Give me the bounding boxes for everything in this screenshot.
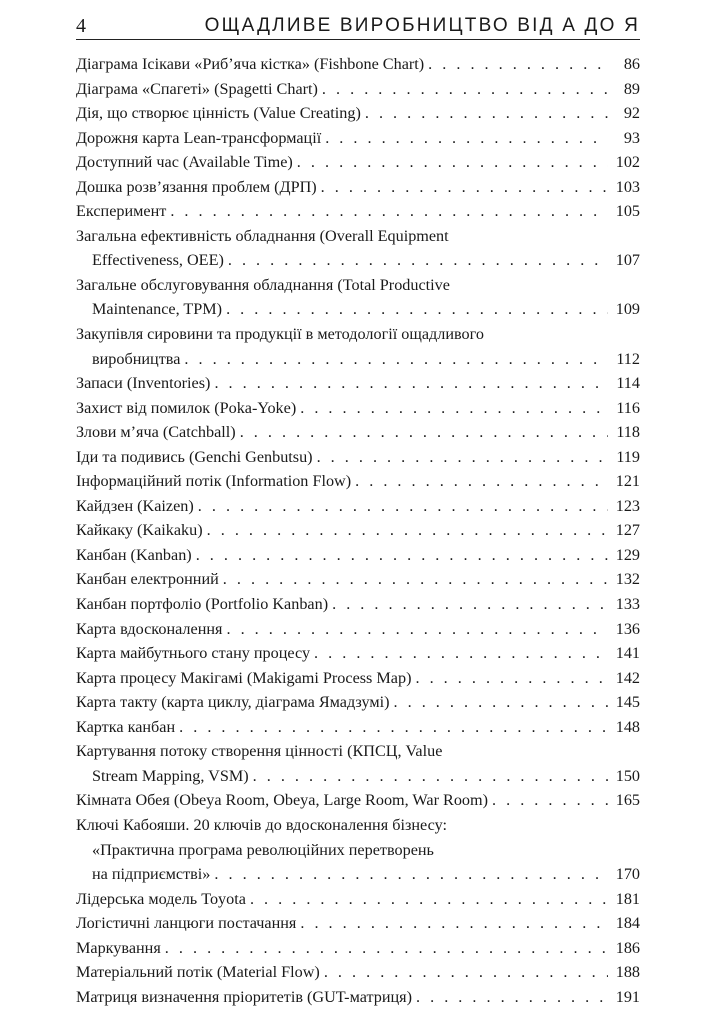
dot-leader (226, 617, 608, 642)
toc-page-number: 105 (615, 202, 640, 221)
toc-entry-title: Дія, що створює цінність (Value Creating) (76, 104, 361, 123)
dot-leader (196, 543, 608, 568)
dot-leader (250, 887, 608, 912)
toc-page-number: 112 (616, 349, 640, 368)
toc-entry (76, 911, 640, 936)
toc-page-number: 92 (623, 104, 640, 123)
toc-entry-line (76, 273, 640, 298)
toc-entry-line (76, 77, 640, 102)
toc-entry (76, 666, 640, 691)
toc-page-number: 165 (615, 791, 640, 810)
toc-entry-line (76, 518, 640, 543)
toc-entry (76, 617, 640, 642)
toc-entry-line (76, 420, 640, 445)
toc-entry (76, 494, 640, 519)
toc-entry (76, 126, 640, 151)
toc-entry-line (76, 175, 640, 200)
toc-page-number: 148 (615, 717, 640, 736)
toc-entry-line (76, 52, 640, 77)
toc-entry-line (76, 641, 640, 666)
toc-entry-line (76, 494, 640, 519)
toc-entry-line (76, 199, 640, 224)
toc-page-number: 136 (615, 619, 640, 638)
toc-page-number: 118 (616, 423, 640, 442)
toc-entry-line (76, 371, 640, 396)
dot-leader (300, 396, 608, 421)
dot-leader (170, 199, 608, 224)
toc-entry-line (76, 813, 640, 838)
toc-entry-title: Дорожня карта Lean-трансформації (76, 128, 322, 147)
toc-entry-title: Кайкаку (Kaikaku) (76, 521, 203, 540)
toc-entry-title: Закупівля сировини та продукції в методології ощадливого (76, 325, 484, 344)
toc-page-number: 89 (623, 79, 640, 98)
page-number: 4 (76, 15, 86, 37)
toc-entry (76, 77, 640, 102)
toc-entry-title: Кайдзен (Kaizen) (76, 496, 194, 515)
toc-page-number: 93 (623, 128, 640, 147)
toc-entry (76, 101, 640, 126)
toc-entry-title: «Практична програма революційних перетворень (92, 840, 434, 859)
toc-page-number: 129 (615, 545, 640, 564)
toc-entry-line (76, 764, 640, 789)
toc-entry (76, 813, 640, 887)
dot-leader (214, 371, 608, 396)
toc-entry (76, 985, 640, 1009)
dot-leader (324, 960, 608, 985)
toc-entry-line (76, 101, 640, 126)
toc-entry-title: Лідерська модель Toyota (76, 889, 246, 908)
toc-entry (76, 690, 640, 715)
toc-entry (76, 788, 640, 813)
table-of-contents (76, 52, 640, 1009)
toc-entry-title: Stream Mapping, VSM) (92, 766, 249, 785)
toc-entry-title: Ключі Кабояши. 20 ключів до вдосконалення бізнесу: (76, 815, 447, 834)
toc-entry-line (76, 715, 640, 740)
toc-page-number: 184 (615, 914, 640, 933)
dot-leader (240, 420, 608, 445)
toc-entry (76, 199, 640, 224)
toc-entry (76, 224, 640, 273)
dot-leader (321, 175, 608, 200)
toc-entry-line (76, 347, 640, 372)
toc-entry-title: Канбан портфоліо (Portfolio Kanban) (76, 595, 329, 614)
toc-entry (76, 445, 640, 470)
toc-entry-line (76, 788, 640, 813)
toc-entry-line (76, 396, 640, 421)
toc-page-number: 107 (615, 251, 640, 270)
toc-entry-line (76, 887, 640, 912)
toc-entry-title: Карта вдосконалення (76, 619, 223, 638)
toc-entry-line (76, 297, 640, 322)
toc-entry (76, 396, 640, 421)
toc-entry (76, 52, 640, 77)
toc-entry-line (76, 739, 640, 764)
toc-entry-title: Експеримент (76, 202, 167, 221)
toc-page-number: 145 (615, 693, 640, 712)
toc-page-number: 186 (615, 938, 640, 957)
toc-page-number: 142 (615, 668, 640, 687)
dot-leader (322, 77, 608, 102)
toc-entry (76, 592, 640, 617)
toc-entry-title: Діаграма «Спагеті» (Spagetti Chart) (76, 79, 318, 98)
toc-entry-title: Діаграма Ісікави «Риб’яча кістка» (Fishbone Chart) (76, 55, 425, 73)
toc-entry-line (76, 567, 640, 592)
toc-entry (76, 960, 640, 985)
toc-entry (76, 150, 640, 175)
toc-entry-title: Effectiveness, OEE) (92, 251, 224, 270)
toc-entry-line (76, 617, 640, 642)
dot-leader (415, 666, 608, 691)
dot-leader (198, 494, 608, 519)
toc-entry-title: Інформаційний потік (Information Flow) (76, 472, 352, 491)
toc-entry (76, 273, 640, 322)
dot-leader (165, 936, 608, 961)
toc-entry-title: Запаси (Inventories) (76, 374, 211, 393)
toc-entry-line (76, 592, 640, 617)
toc-entry (76, 936, 640, 961)
toc-entry-title: Маркування (76, 938, 161, 957)
toc-entry (76, 641, 640, 666)
dot-leader (253, 764, 608, 789)
toc-entry-title: Іди та подивись (Genchi Genbutsu) (76, 447, 313, 466)
toc-entry-title: Логістичні ланцюги постачання (76, 914, 297, 933)
toc-entry-line (76, 469, 640, 494)
toc-entry-title: Загальне обслуговування обладнання (Total Productive (76, 275, 450, 294)
toc-page-number: 170 (615, 865, 640, 884)
toc-entry-title: Злови м’яча (Catchball) (76, 423, 236, 442)
toc-page-number: 133 (615, 595, 640, 614)
dot-leader (226, 297, 608, 322)
toc-entry-title: Канбан (Kanban) (76, 545, 192, 564)
toc-entry (76, 469, 640, 494)
toc-entry (76, 371, 640, 396)
dot-leader (492, 788, 608, 813)
toc-entry-line (76, 150, 640, 175)
dot-leader (297, 150, 608, 175)
toc-entry (76, 715, 640, 740)
dot-leader (228, 248, 608, 273)
toc-entry (76, 420, 640, 445)
dot-leader (314, 641, 608, 666)
dot-leader (355, 469, 608, 494)
toc-entry-title: Картка канбан (76, 717, 176, 736)
toc-page-number: 123 (615, 496, 640, 515)
running-title: ОЩАДЛИВЕ ВИРОБНИЦТВО ВІД А ДО Я (204, 15, 640, 36)
dot-leader (365, 101, 608, 126)
toc-entry-title: Кімната Обея (Obeya Room, Obeya, Large Room, War Room) (76, 791, 488, 810)
toc-entry-line (76, 690, 640, 715)
dot-leader (207, 518, 608, 543)
toc-entry-title: Дошка розв’язання проблем (ДРП) (76, 177, 317, 196)
toc-entry (76, 887, 640, 912)
dot-leader (223, 567, 608, 592)
dot-leader (300, 911, 608, 936)
toc-entry-title: Доступний час (Available Time) (76, 153, 293, 172)
toc-page-number: 109 (615, 300, 640, 319)
toc-entry-line (76, 862, 640, 887)
toc-page-number: 102 (615, 153, 640, 172)
toc-entry-line (76, 248, 640, 273)
toc-entry-line (76, 911, 640, 936)
toc-entry-title: Матриця визначення пріоритетів (GUT-матриця) (76, 987, 412, 1006)
toc-entry-title: Канбан електронний (76, 570, 219, 589)
toc-page-number: 132 (615, 570, 640, 589)
toc-page-number: 86 (623, 55, 640, 73)
dot-leader (317, 445, 608, 470)
toc-entry-line (76, 322, 640, 347)
toc-entry-line (76, 445, 640, 470)
dot-leader (428, 52, 608, 77)
toc-page-number: 181 (615, 889, 640, 908)
toc-entry (76, 543, 640, 568)
toc-entry-line (76, 936, 640, 961)
toc-page-number: 116 (616, 398, 640, 417)
dot-leader (214, 862, 608, 887)
toc-page-number: 121 (615, 472, 640, 491)
toc-entry-title: Захист від помилок (Poka-Yoke) (76, 398, 297, 417)
toc-page-number: 150 (615, 766, 640, 785)
toc-entry-title: Картування потоку створення цінності (КПСЦ, Value (76, 742, 443, 761)
toc-entry-line (76, 960, 640, 985)
toc-page-number: 141 (615, 644, 640, 663)
toc-page-number: 191 (615, 987, 640, 1006)
toc-entry (76, 518, 640, 543)
toc-page-number: 188 (615, 963, 640, 982)
toc-entry-line (76, 543, 640, 568)
toc-entry-line (76, 126, 640, 151)
toc-page-number: 119 (616, 447, 640, 466)
toc-entry-line (76, 224, 640, 249)
toc-entry (76, 175, 640, 200)
toc-entry-title: виробництва (92, 349, 181, 368)
dot-leader (394, 690, 609, 715)
dot-leader (325, 126, 608, 151)
toc-entry-title: Загальна ефективність обладнання (Overall Equipment (76, 226, 449, 245)
dot-leader (184, 347, 608, 372)
toc-entry-title: Maintenance, TPM) (92, 300, 223, 319)
toc-entry-title: на підприємстві» (92, 865, 211, 884)
toc-page-number: 103 (615, 177, 640, 196)
toc-entry-line (76, 838, 640, 863)
dot-leader (179, 715, 608, 740)
toc-entry-line (76, 666, 640, 691)
toc-entry (76, 322, 640, 371)
toc-entry-line (76, 985, 640, 1009)
toc-entry (76, 567, 640, 592)
toc-entry-title: Карта майбутнього стану процесу (76, 644, 311, 663)
toc-entry (76, 739, 640, 788)
toc-page-number: 114 (616, 374, 640, 393)
toc-entry-title: Карта процесу Макігамі (Makigami Process Map) (76, 668, 412, 687)
toc-entry-title: Карта такту (карта циклу, діаграма Ямадзумі) (76, 693, 390, 712)
toc-entry-title: Матеріальний потік (Material Flow) (76, 963, 320, 982)
dot-leader (332, 592, 608, 617)
toc-page-number: 127 (615, 521, 640, 540)
running-header (76, 6, 640, 40)
dot-leader (416, 985, 608, 1009)
